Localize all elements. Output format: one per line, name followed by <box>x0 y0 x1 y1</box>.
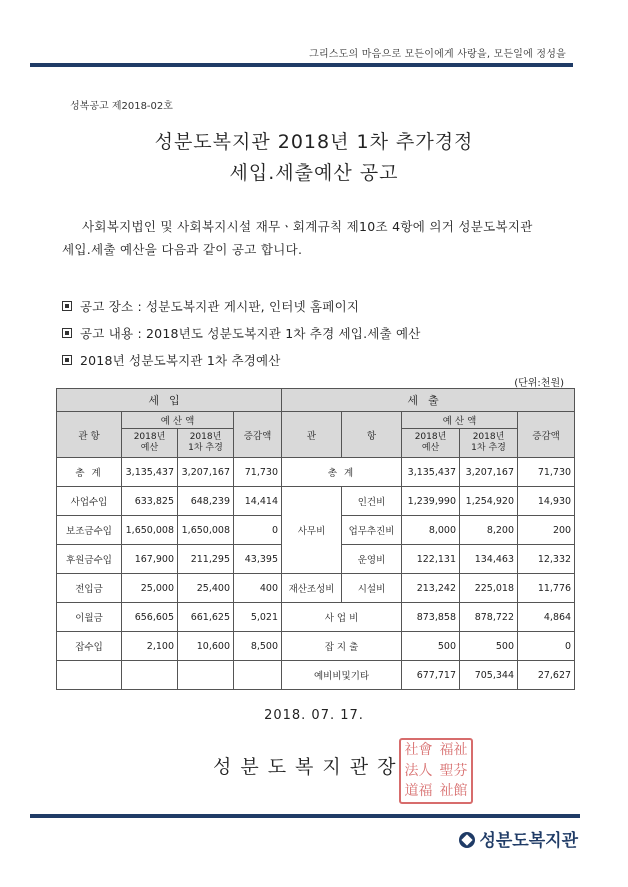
income-original-header: 2018년 예산 <box>122 429 178 458</box>
table-row: 총 계 3,135,437 3,207,167 71,730 총 계 3,135,437 3,207,167 71,730 <box>57 458 575 487</box>
intro-paragraph <box>62 215 592 261</box>
signature-title: 성분도복지관장 <box>213 756 405 778</box>
table-row: 예비비및기타 677,717 705,344 27,627 <box>57 661 575 690</box>
square-bullet-icon <box>62 301 72 311</box>
income-budget-header: 예 산 액 <box>122 412 234 429</box>
unit-label: (단위:천원) <box>514 378 564 389</box>
bullet-content: 공고 내용 : 2018년도 성분도복지관 1차 추경 세입.세출 예산 <box>62 324 421 342</box>
bullet-table-title: 2018년 성분도복지관 1차 추경예산 <box>62 351 281 369</box>
expense-revised-header: 2018년 1차 추경 <box>460 429 518 458</box>
intro-line-2: 세입.세출 예산을 다음과 같이 공고 합니다. <box>62 242 303 257</box>
expense-hang-header: 항 <box>342 412 402 458</box>
table-row: 후원금수입 167,900 211,295 43,395 운영비 122,131 134,463 12,332 <box>57 545 575 574</box>
document-number: 성복공고 제2018-02호 <box>70 101 173 112</box>
top-rule <box>30 63 573 67</box>
table-row: 전입금 25,000 25,400 400 재산조성비 시설비 213,242 225,018 11,776 <box>57 574 575 603</box>
table-row: 이월금 656,605 661,625 5,021 사 업 비 873,858 878,722 4,864 <box>57 603 575 632</box>
income-diff-header: 증감액 <box>234 412 282 458</box>
announcement-date: 2018. 07. 17. <box>264 708 364 723</box>
title-line-1: 성분도복지관 2018년 1차 추가경정 <box>154 131 474 153</box>
income-gwanhang-header: 관 항 <box>57 412 122 458</box>
bottom-rule <box>30 814 580 818</box>
motto: 그리스도의 마음으로 모든이에게 사랑을, 모든일에 정성을 <box>309 49 566 60</box>
table-row: 잡수입 2,100 10,600 8,500 잡 지 출 500 500 0 <box>57 632 575 661</box>
income-header: 세입 <box>57 389 282 412</box>
expense-group-asset: 재산조성비 <box>282 574 342 603</box>
square-bullet-icon <box>62 355 72 365</box>
org-logo: 성분도복지관 <box>459 826 578 851</box>
income-revised-header: 2018년 1차 추경 <box>178 429 234 458</box>
table-row: 보조금수입 1,650,008 1,650,008 0 업무추진비 8,000 8,200 200 <box>57 516 575 545</box>
square-bullet-icon <box>62 328 72 338</box>
table-row: 사업수입 633,825 648,239 14,414 사무비 인건비 1,239,990 1,254,920 14,930 <box>57 487 575 516</box>
table-header-row <box>57 412 575 429</box>
expense-original-header: 2018년 예산 <box>402 429 460 458</box>
bullet-location: 공고 장소 : 성분도복지관 게시판, 인터넷 홈페이지 <box>62 297 359 315</box>
expense-diff-header: 증감액 <box>518 412 575 458</box>
official-seal-icon: 社會 福祉 法人 聖芬 道福 祉館 <box>399 738 473 804</box>
expense-budget-header: 예 산 액 <box>402 412 518 429</box>
expense-gwan-header: 관 <box>282 412 342 458</box>
expense-group-office: 사무비 <box>282 487 342 574</box>
table-header-row <box>57 389 575 412</box>
logo-mark-icon <box>459 832 475 848</box>
title-line-2: 세입.세출예산 공고 <box>229 162 399 184</box>
intro-line-1: 사회복지법인 및 사회복지시설 재무ㆍ회계규칙 제10조 4항에 의거 성분도복지관 <box>82 219 533 234</box>
budget-table <box>56 388 575 690</box>
expense-header: 세출 <box>282 389 575 412</box>
